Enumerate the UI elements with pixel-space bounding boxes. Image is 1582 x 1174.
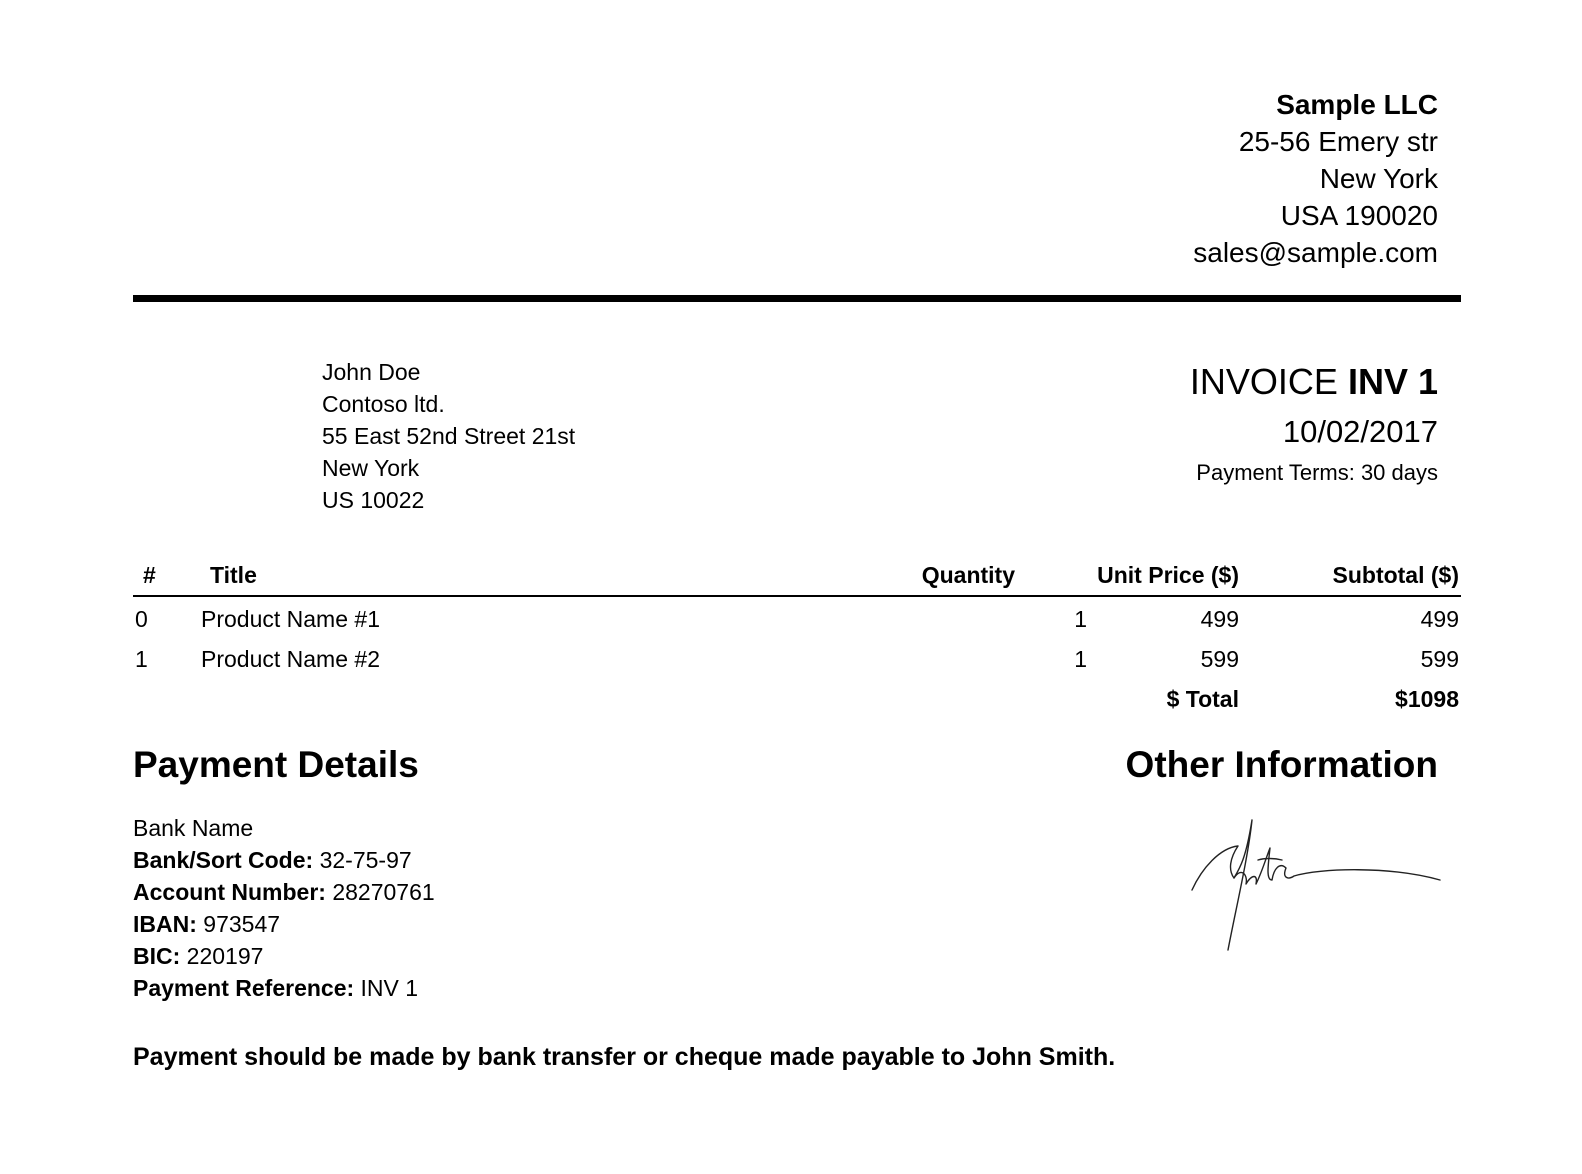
total-value: $1098 <box>1395 686 1459 712</box>
company-city: New York <box>1319 163 1438 194</box>
row-num: 0 <box>135 606 148 632</box>
table-header <box>133 555 1461 597</box>
total-label: $ Total <box>1166 686 1239 712</box>
account-number-label: Account Number: <box>133 879 326 905</box>
invoice-date: 10/02/2017 <box>1282 414 1438 449</box>
payment-terms: Payment Terms: 30 days <box>1196 460 1438 485</box>
sort-code-line <box>133 844 435 876</box>
bill-to-street: 55 East 52nd Street 21st <box>322 423 576 449</box>
company-address: 25-56 Emery str <box>1238 126 1438 157</box>
invoice-header <box>1190 360 1438 488</box>
header-title: Title <box>210 562 257 588</box>
invoice-title <box>1190 360 1438 404</box>
total-row <box>133 679 1461 719</box>
header-quantity: Quantity <box>921 562 1015 588</box>
payment-details-title: Payment Details <box>133 744 419 785</box>
sort-code-label: Bank/Sort Code: <box>133 847 314 873</box>
header-divider <box>133 295 1461 302</box>
row-unit-price: 599 <box>1200 646 1239 672</box>
payment-reference-label: Payment Reference: <box>133 975 355 1001</box>
iban-label: IBAN: <box>133 911 197 937</box>
table-row <box>133 639 1461 679</box>
signature-image <box>1190 818 1460 968</box>
bill-to-company: Contoso ltd. <box>322 391 445 417</box>
iban-value: 973547 <box>203 911 281 937</box>
row-quantity: 1 <box>1074 606 1087 632</box>
company-country-zip: USA 190020 <box>1280 200 1438 231</box>
payment-reference-value: INV 1 <box>360 975 419 1001</box>
header-num: # <box>143 562 156 588</box>
bill-to-city: New York <box>322 455 420 481</box>
row-unit-price: 499 <box>1200 606 1239 632</box>
company-name: Sample LLC <box>1276 89 1438 120</box>
row-subtotal: 499 <box>1420 606 1459 632</box>
account-number-line <box>133 876 435 908</box>
bic-value: 220197 <box>186 943 264 969</box>
row-quantity: 1 <box>1074 646 1087 672</box>
payment-reference-line <box>133 972 435 1004</box>
bill-to-country-zip: US 10022 <box>322 487 425 513</box>
items-table <box>133 555 1461 719</box>
bank-name: Bank Name <box>133 815 254 841</box>
account-number-value: 28270761 <box>332 879 435 905</box>
bill-to-name: John Doe <box>322 359 421 385</box>
invoice-number: INV 1 <box>1347 361 1438 402</box>
header-unit-price: Unit Price ($) <box>1097 562 1239 588</box>
company-block <box>1193 86 1438 271</box>
company-email: sales@sample.com <box>1193 237 1438 268</box>
invoice-label: INVOICE <box>1189 361 1338 402</box>
row-title: Product Name #1 <box>201 606 380 632</box>
row-subtotal: 599 <box>1420 646 1459 672</box>
bic-line <box>133 940 435 972</box>
other-information-title: Other Information <box>1125 744 1438 785</box>
table-row <box>133 599 1461 639</box>
header-subtotal: Subtotal ($) <box>1332 562 1459 588</box>
sort-code-value: 32-75-97 <box>319 847 412 873</box>
payment-note: Payment should be made by bank transfer or cheque made payable to John Smith. <box>133 1043 1116 1071</box>
bill-to-block <box>322 356 575 516</box>
bic-label: BIC: <box>133 943 181 969</box>
row-title: Product Name #2 <box>201 646 380 672</box>
table-body <box>133 599 1461 719</box>
row-num: 1 <box>135 646 148 672</box>
payment-details-block <box>133 812 435 1004</box>
iban-line <box>133 908 435 940</box>
